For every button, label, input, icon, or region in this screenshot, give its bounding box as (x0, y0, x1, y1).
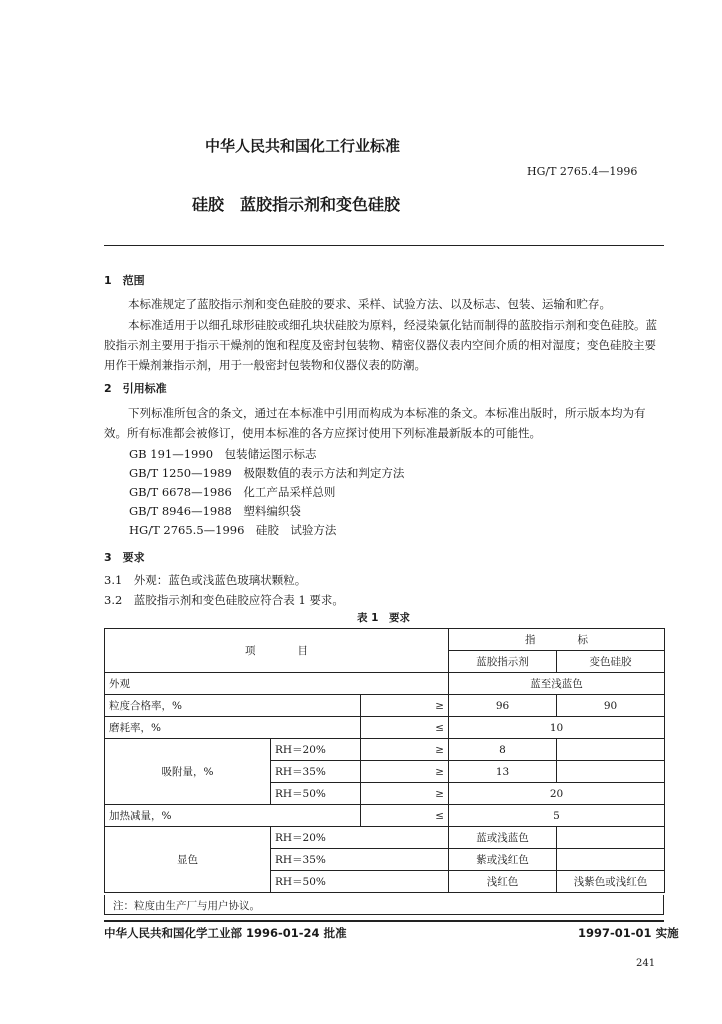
table-cell (557, 761, 665, 783)
reference-item: GB/T 1250—1989 极限数值的表示方法和判定方法 (129, 466, 405, 480)
table-cell: 10 (449, 717, 665, 739)
table-cell: RH＝50% (271, 871, 449, 893)
section-3-heading: 3 要求 (104, 551, 145, 564)
table-cell: 浅紫色或浅红色 (557, 871, 665, 893)
table-cell: RH＝20% (271, 827, 449, 849)
table-cell: 5 (449, 805, 665, 827)
table-cell: ≥ (361, 761, 449, 783)
page-number: 241 (636, 958, 656, 969)
table-row (105, 695, 665, 717)
reference-item: GB 191—1990 包装储运图示标志 (129, 447, 317, 461)
standard-number: HG/T 2765.4—1996 (527, 165, 638, 178)
table-cell: 磨耗率，% (105, 717, 361, 739)
table-cell: 90 (557, 695, 665, 717)
table-cell: 20 (449, 783, 665, 805)
table-cell: 紫或浅红色 (449, 849, 557, 871)
table-cell: RH＝50% (271, 783, 361, 805)
table-cell: 加热减量，% (105, 805, 361, 827)
table-cell: RH＝20% (271, 739, 361, 761)
table-cell: ≥ (361, 695, 449, 717)
table-cell: 外观 (105, 673, 449, 695)
table-cell: ≤ (361, 717, 449, 739)
table-cell: ≤ (361, 805, 449, 827)
table-head-index: 指 标 (449, 629, 665, 651)
reference-item: HG/T 2765.5—1996 硅胶 试验方法 (129, 523, 337, 537)
section-2-paragraph-1: 下列标准所包含的条文，通过在本标准中引用而构成为本标准的条文。本标准出版时，所示版本均为有效。所有标准都会被修订，使用本标准的各方应探讨使用下列标准最新版本的可能性。 (104, 406, 646, 440)
table-row (105, 717, 665, 739)
section-1-heading: 1 范围 (104, 274, 145, 287)
table-note: 注：粒度由生产厂与用户协议。 (104, 895, 664, 915)
issuer: 中华人民共和国化学工业部 1996-01-24 批准 (104, 926, 347, 940)
clause-3-1: 3.1 外观：蓝色或浅蓝色玻璃状颗粒。 (104, 573, 307, 587)
clause-3-2: 3.2 蓝胶指示剂和变色硅胶应符合表 1 要求。 (104, 593, 344, 607)
table-row (105, 629, 665, 651)
table-cell: 96 (449, 695, 557, 717)
table-head-col2: 变色硅胶 (557, 651, 665, 673)
section-2-heading: 2 引用标准 (104, 382, 167, 395)
table-row (105, 805, 665, 827)
requirements-table (104, 628, 665, 893)
table-cell: 浅红色 (449, 871, 557, 893)
section-1-paragraph-2: 本标准适用于以细孔球形硅胶或细孔块状硅胶为原料，经浸染氯化钴而制得的蓝胶指示剂和变色硅胶。蓝胶指示剂主要用于指示干燥剂的饱和程度及密封包装物、精密仪器仪表内空间介质的相对湿度；变色硅胶主要用作干燥剂兼指示剂，用于一般密封包装物和仪器仪表的防潮。 (104, 318, 657, 372)
title-divider (104, 245, 664, 246)
table-cell: ≥ (361, 783, 449, 805)
table-row (105, 673, 665, 695)
table-row (105, 739, 665, 761)
table-cell: 粒度合格率，% (105, 695, 361, 717)
table-cell: RH＝35% (271, 849, 449, 871)
table-head-col1: 蓝胶指示剂 (449, 651, 557, 673)
table-cell (557, 827, 665, 849)
table-cell: 吸附量，% (105, 739, 271, 805)
table-head-item: 项 目 (105, 629, 449, 673)
table-cell: 显色 (105, 827, 271, 893)
table-cell: 蓝或浅蓝色 (449, 827, 557, 849)
org-title: 中华人民共和国化工行业标准 (205, 137, 401, 155)
table-cell: 13 (449, 761, 557, 783)
table-cell (557, 739, 665, 761)
table-cell: RH＝35% (271, 761, 361, 783)
table-cell: 蓝至浅蓝色 (449, 673, 665, 695)
effective-date: 1997-01-01 实施 (578, 926, 679, 940)
reference-item: GB/T 6678—1986 化工产品采样总则 (129, 485, 336, 499)
table-cell: ≥ (361, 739, 449, 761)
doc-title: 硅胶 蓝胶指示剂和变色硅胶 (192, 195, 401, 214)
table-caption: 表 1 要求 (357, 612, 410, 624)
reference-item: GB/T 8946—1988 塑料编织袋 (129, 504, 301, 518)
table-cell (557, 849, 665, 871)
table-row (105, 827, 665, 849)
footer-divider (104, 920, 664, 922)
table-cell: 8 (449, 739, 557, 761)
section-1-paragraph-1: 本标准规定了蓝胶指示剂和变色硅胶的要求、采样、试验方法、以及标志、包装、运输和贮存。 (128, 297, 611, 311)
